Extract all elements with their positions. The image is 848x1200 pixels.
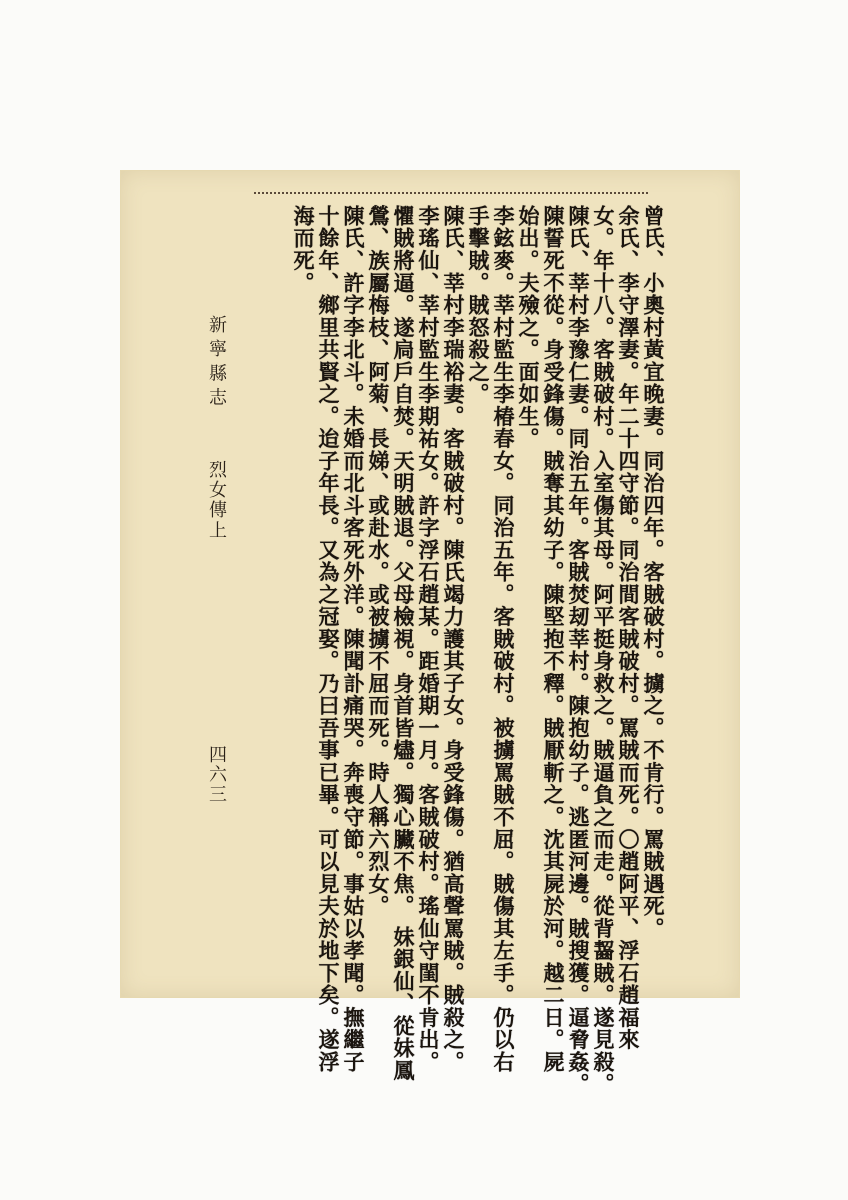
text-body <box>244 205 666 1096</box>
text-column: 陳氏、許字李北斗。未婚而北斗客死外洋。陳聞訃痛哭。奔喪守節。事姑以孝聞。撫繼子 <box>341 205 366 1074</box>
text-column: 懼賊將逼。遂扃戶自焚。天明賊退。父母檢視。身首皆燼。獨心臟不焦。 妹銀仙、從妹鳳 <box>391 205 416 1082</box>
text-column: 陳氏、莘村李豫仁妻。同治五年。客賊焚刼莘村。陳抱幼子。逃匿河邊。賊搜獲。逼脅姦。 <box>566 205 591 1096</box>
text-column: 女。年十八。客賊破村。入室傷其母。阿平挺身救之。賊逼負之而走。從背齧賊。遂見殺。 <box>591 205 616 1096</box>
text-column: 李鉉麥。莘村監生李椿春女。同治五年。客賊破村。被擄罵賊不屈。賊傷其左手。仍以右 <box>491 205 516 1074</box>
text-column: 始出。夫殮之。面如生。 <box>516 205 541 450</box>
section-title: 烈女傳上 <box>206 460 227 541</box>
top-dotted-rule <box>254 192 648 194</box>
text-column: 十餘年、鄉里共賢之。迨子年長。又為之冠娶。乃曰吾事已畢。可以見夫於地下矣。遂浮 <box>316 205 341 1074</box>
text-column: 李瑤仙、莘村監生李期祐女。許字浮石趙某。距婚期一月。客賊破村。瑤仙守閨不肯出。 <box>416 205 441 1074</box>
text-column: 鶯、族屬梅枝、阿菊、長娣、或赴水。或被擄不屈而死。時人稱六烈女。 <box>366 205 391 918</box>
text-column: 陳誓死不從。身受鋒傷。賊奪其幼子。陳堅抱不釋。賊厭斬之。沈其屍於河。越二日。屍 <box>541 205 566 1074</box>
book-title: 新寧縣志 <box>206 315 227 413</box>
text-column: 陳氏、莘村李瑞裕妻。客賊破村。陳氏竭力護其子女。身受鋒傷。猶高聲罵賊。賊殺之。 <box>441 205 466 1074</box>
page-number: 四六三 <box>206 745 227 805</box>
text-column: 海而死。 <box>291 205 316 295</box>
text-column: 余氏、李守澤妻。年二十四守節。同治間客賊破村。罵賊而死。〇趙阿平、浮石趙福來 <box>616 205 641 1051</box>
text-column: 手擊賊。賊怒殺之。 <box>466 205 491 406</box>
text-column: 曾氏、小奧村黃宜晚妻。同治四年。客賊破村。擄之。不肯行。罵賊遇死。 <box>641 205 666 940</box>
